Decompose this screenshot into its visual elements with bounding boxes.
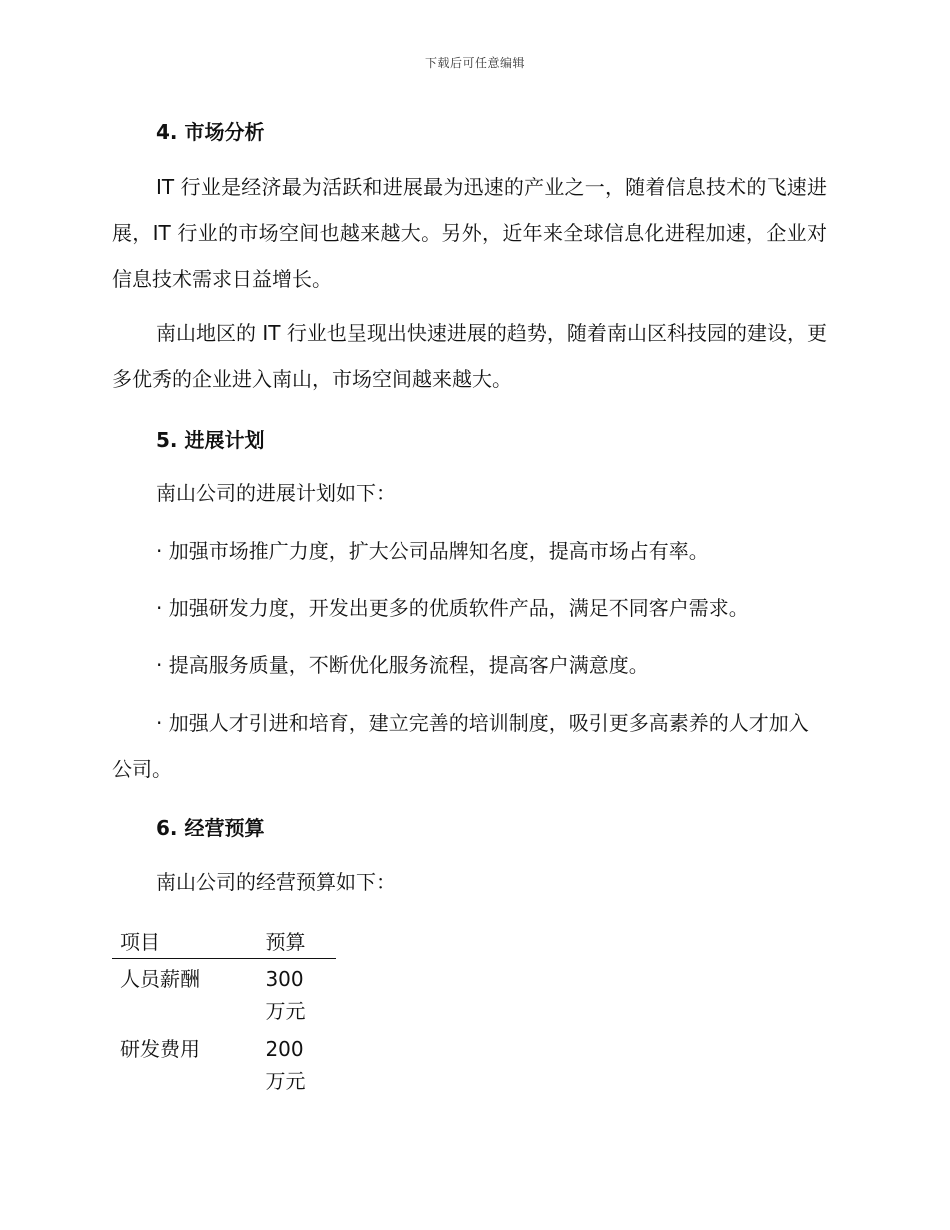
plan-bullet-4: · 加强人才引进和培育，建立完善的培训制度，吸引更多高素养的人才加入公司。 xyxy=(112,711,809,781)
plan-bullet-1: · 加强市场推广力度，扩大公司品牌知名度，提高市场占有率。 xyxy=(156,539,709,563)
budget-intro: 南山公司的经营预算如下： xyxy=(156,870,396,894)
budget-table-header-budget: 预算 xyxy=(257,924,336,959)
page-header-note: 下载后可任意编辑 xyxy=(424,56,525,70)
section-heading-budget: 6. 经营预算 xyxy=(156,816,265,840)
budget-amount-cell: 200 万元 xyxy=(265,1037,306,1093)
budget-item-cell: 研发费用 xyxy=(120,1037,200,1061)
section-heading-market: 4. 市场分析 xyxy=(156,120,265,144)
budget-item-cell: 人员薪酬 xyxy=(120,967,200,991)
budget-table-header-row xyxy=(112,924,336,959)
market-paragraph-2: 南山地区的 IT 行业也呈现出快速进展的趋势，随着南山区科技园的建设，更多优秀的企业进入南山，市场空间越来越大。 xyxy=(112,321,827,391)
section-heading-plan: 5. 进展计划 xyxy=(156,428,265,452)
table-row xyxy=(112,1029,336,1099)
budget-table-header-item: 项目 xyxy=(112,924,257,959)
plan-intro: 南山公司的进展计划如下： xyxy=(156,481,396,505)
market-paragraph-1: IT 行业是经济最为活跃和进展最为迅速的产业之一，随着信息技术的飞速进展，IT 行业的市场空间也越来越大。另外，近年来全球信息化进程加速，企业对信息技术需求日益增长。 xyxy=(112,175,827,291)
plan-bullet-3: · 提高服务质量，不断优化服务流程，提高客户满意度。 xyxy=(156,653,649,677)
plan-bullet-2: · 加强研发力度，开发出更多的优质软件产品，满足不同客户需求。 xyxy=(156,596,749,620)
budget-amount-cell: 300 万元 xyxy=(265,967,306,1023)
budget-table xyxy=(112,924,336,1099)
table-row xyxy=(112,959,336,1030)
